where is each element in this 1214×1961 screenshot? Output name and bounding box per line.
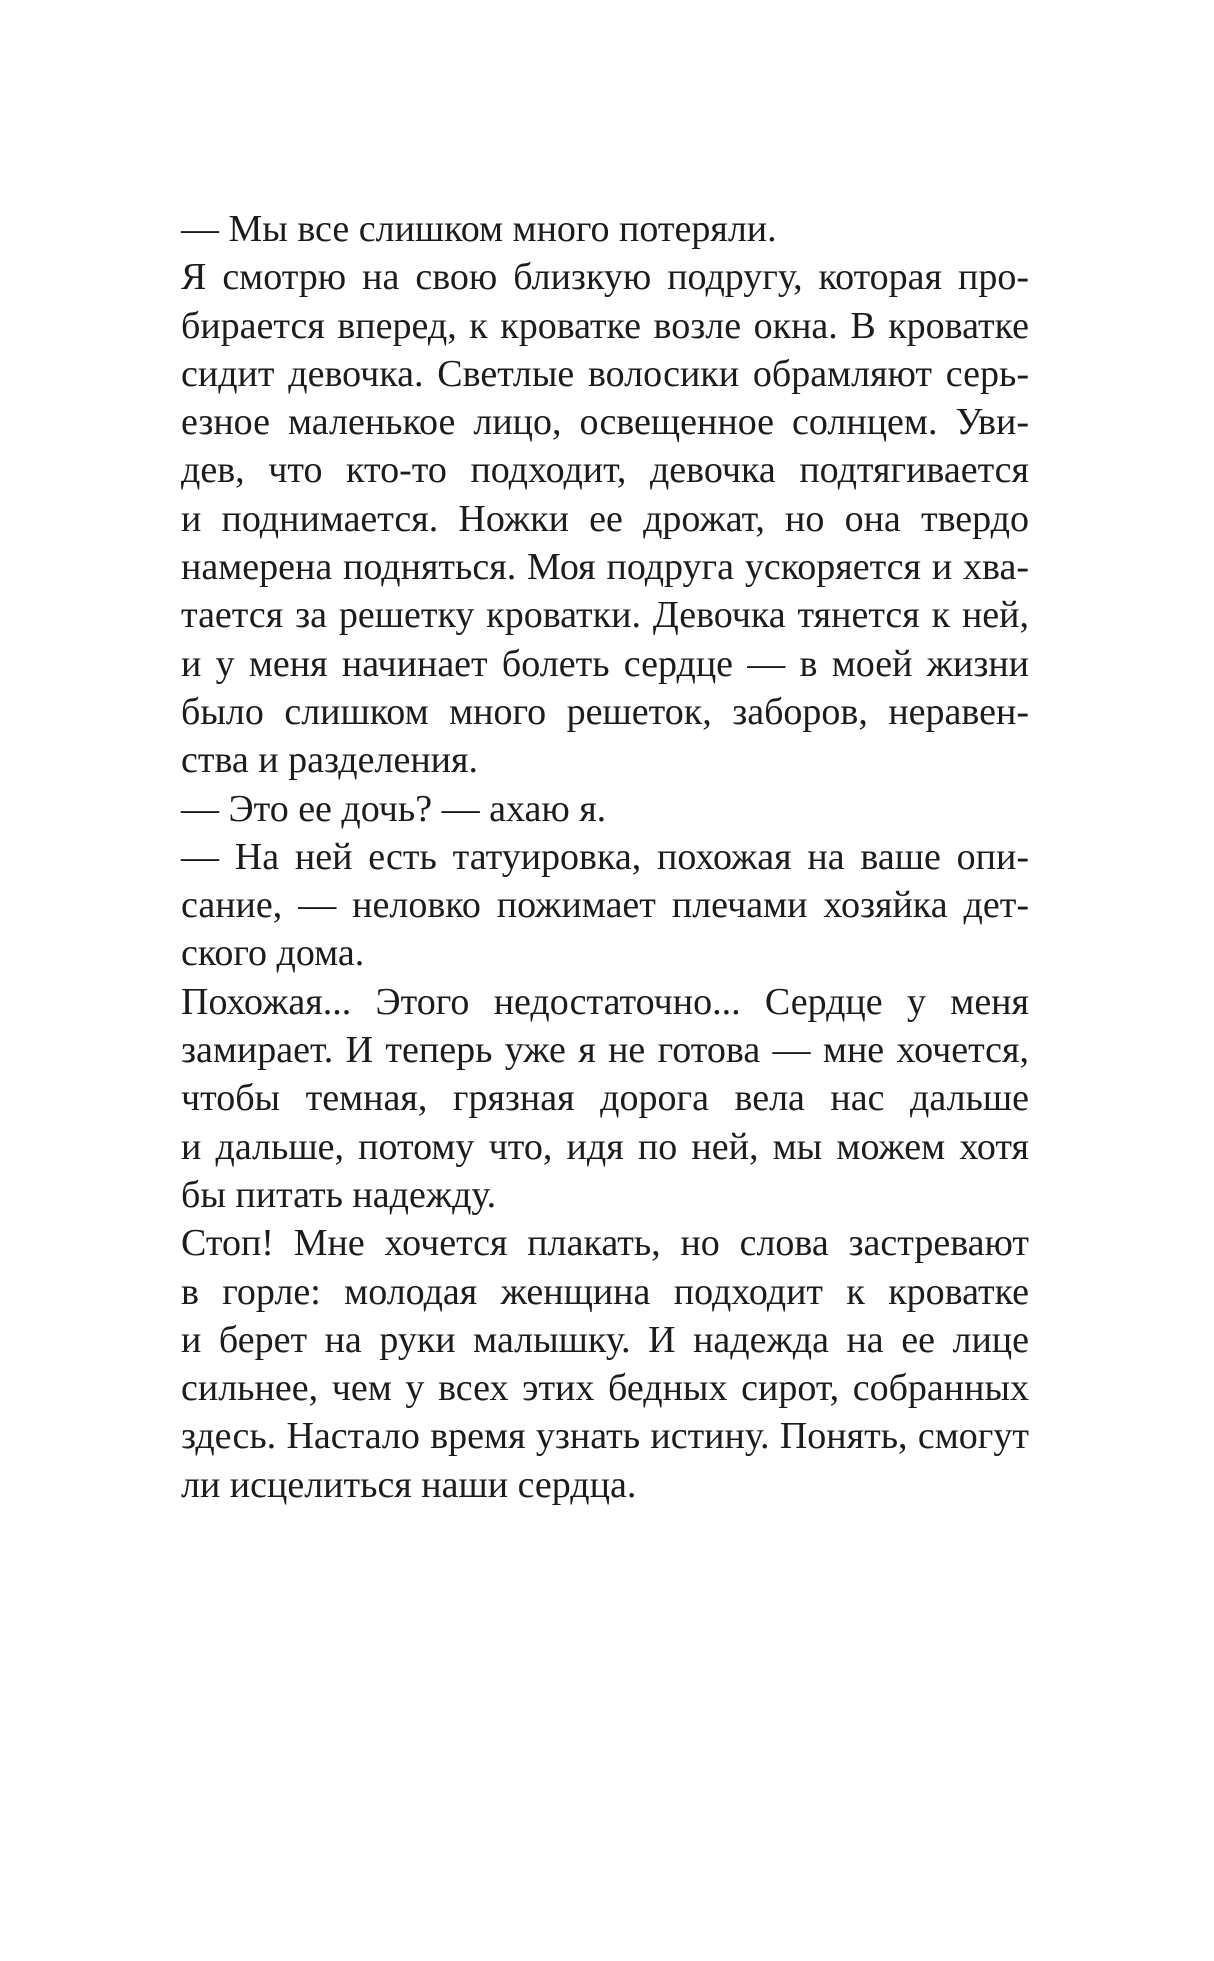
text-line: и поднимается. Ножки ее дрожат, но она твердо xyxy=(181,497,1029,540)
text-line: Стоп! Мне хочется плакать, но слова застревают xyxy=(181,1222,1029,1265)
text-line: — Мы все слишком много потеряли. xyxy=(181,208,777,250)
paragraph-6 xyxy=(131,1219,1029,1509)
paragraph-4 xyxy=(131,833,1029,978)
paragraph-5 xyxy=(131,978,1029,1219)
text-line: — Это ее дочь? — ахаю я. xyxy=(181,787,607,830)
text-line: и берет на руки малышку. И надежда на ее лице xyxy=(181,1318,1029,1361)
text-line: езное маленькое лицо, освещенное солнцем. Уви- xyxy=(181,401,1029,444)
text-line: в горле: молодая женщина подходит к кроватке xyxy=(181,1270,1029,1313)
text-line: сидит девочка. Светлые волосики обрамляют серь- xyxy=(181,352,1029,395)
text-line: было слишком много решеток, заборов, неравен- xyxy=(181,690,1029,733)
text-line: и у меня начинает болеть сердце — в моей жизни xyxy=(181,642,1029,685)
paragraph-2 xyxy=(131,253,1029,784)
body-text xyxy=(131,205,1029,1509)
text-line: сание, — неловко пожимает плечами хозяйка дет- xyxy=(181,884,1029,927)
text-line: намерена подняться. Моя подруга ускоряется и хва- xyxy=(181,546,1029,589)
text-line: бирается вперед, к кроватке возле окна. В кроватке xyxy=(181,304,1029,347)
paragraph-1 xyxy=(131,205,1029,253)
text-line: бы питать надежду. xyxy=(181,1173,497,1216)
text-line: сильнее, чем у всех этих бедных сирот, собранных xyxy=(181,1367,1029,1410)
text-line: ского дома. xyxy=(181,932,365,975)
text-line: и дальше, потому что, идя по ней, мы можем хотя xyxy=(181,1125,1029,1168)
text-line: дев, что кто-то подходит, девочка подтягивается xyxy=(181,449,1029,492)
text-line: ли исцелиться наши сердца. xyxy=(181,1463,637,1506)
paragraph-3 xyxy=(131,785,1029,833)
text-line: Похожая... Этого недостаточно... Сердце у меня xyxy=(181,980,1029,1023)
text-line: — На ней есть татуировка, похожая на ваше опи- xyxy=(181,835,1029,878)
text-line: Я смотрю на свою близкую подругу, которая про- xyxy=(181,256,1029,299)
text-line: тается за решетку кроватки. Девочка тянется к ней, xyxy=(181,594,1029,637)
text-line: здесь. Настало время узнать истину. Понять, смогут xyxy=(181,1415,1029,1458)
text-line: замирает. И теперь уже я не готова — мне хочется, xyxy=(181,1029,1029,1072)
text-line: чтобы темная, грязная дорога вела нас дальше xyxy=(181,1077,1029,1120)
text-line: ства и разделения. xyxy=(181,739,478,782)
